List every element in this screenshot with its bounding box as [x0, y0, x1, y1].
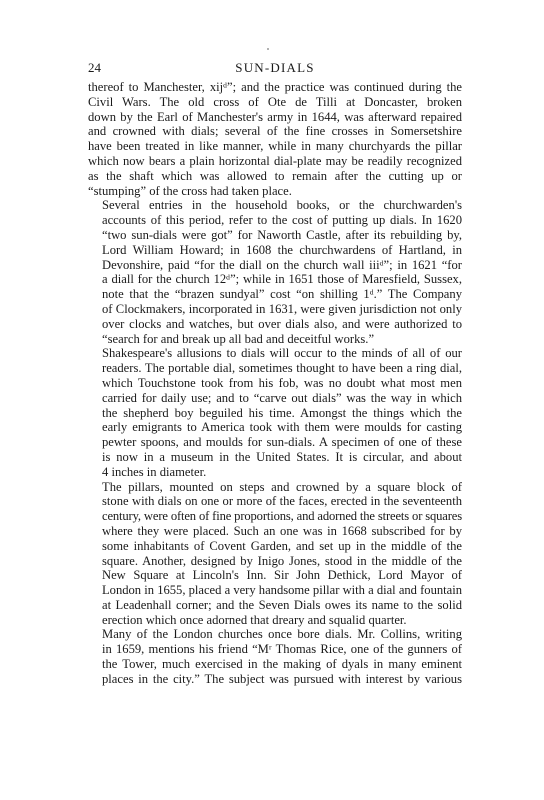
- text-line: Civil Wars. The old cross of Ote de Tilli at Doncaster, broken: [88, 94, 462, 109]
- text-line: where they were placed. Such an one was in 1668 subscribed for by: [102, 523, 462, 538]
- text-line: note that the “brazen sundyal” cost “on shilling 1ᵈ.” The Company: [102, 287, 462, 302]
- text-line: down by the Earl of Manchester's army in 1644, was afterward repaired: [88, 109, 462, 124]
- paragraph: [88, 480, 462, 628]
- text-line: places in the city.” The subject was pursued with interest by various: [102, 671, 462, 686]
- paragraph: [88, 198, 462, 346]
- page-header: [88, 60, 462, 78]
- text-line: 4 inches in diameter.: [102, 464, 207, 479]
- text-line: over clocks and watches, but over dials also, and were authorized to: [102, 316, 462, 331]
- body-text: [88, 80, 462, 687]
- paragraph: [88, 80, 462, 198]
- text-line: accounts of this period, refer to the cost of putting up dials. In 1620: [102, 213, 462, 228]
- text-line: thereof to Manchester, xijᵈ”; and the practice was continued during the: [88, 80, 462, 94]
- text-line: square. Another, designed by Inigo Jones, stood in the middle of the: [102, 553, 462, 568]
- text-line: stone with dials on one or more of the faces, erected in the seventeenth: [102, 494, 462, 509]
- page-number: 24: [88, 60, 101, 75]
- text-line: “search for and break up all bad and deceitful works.”: [102, 331, 375, 346]
- text-line: “stumping” of the cross had taken place.: [88, 183, 292, 198]
- text-line: which Touchstone took from his fob, was no doubt what most men: [102, 375, 462, 390]
- text-line: Lord William Howard; in 1608 the churchwardens of Hartland, in: [102, 242, 462, 257]
- text-line: erection which once adorned that dreary and squalid quarter.: [102, 612, 407, 627]
- text-line: and crowned with dials; several of the fine crosses in Somersetshire: [88, 124, 462, 139]
- text-line: have been treated in like manner, while in many churchyards the pillar: [88, 139, 462, 154]
- running-title: SUN-DIALS: [235, 60, 315, 75]
- text-line: Devonshire, paid “for the diall on the church wall iiiᵈ”; in 1621 “for: [102, 257, 462, 272]
- text-line: of Clockmakers, incorporated in 1631, were given jurisdiction not only: [102, 301, 462, 316]
- text-line: some inhabitants of Covent Garden, and set up in the middle of the: [102, 538, 462, 553]
- paragraph: [88, 346, 462, 479]
- text-line: The pillars, mounted on steps and crowned by a square block of: [102, 479, 462, 494]
- text-line: pewter spoons, and moulds for sun-dials. A specimen of one of these: [102, 435, 462, 450]
- text-line: which now bears a plain horizontal dial-plate may be readily recognized: [88, 153, 462, 168]
- text-line: in 1659, mentions his friend “Mʳ Thomas Rice, one of the gunners of: [102, 642, 462, 657]
- text-line: a diall for the church 12ᵈ”; while in 1651 those of Maresfield, Sussex,: [102, 272, 462, 287]
- text-line: “two sun-dials were got” for Naworth Castle, after its rebuilding by,: [102, 227, 462, 242]
- text-line: Shakespeare's allusions to dials will occur to the minds of all of our: [102, 346, 462, 361]
- text-line: readers. The portable dial, sometimes thought to have been a ring dial,: [102, 361, 462, 376]
- text-line: Many of the London churches once bore dials. Mr. Collins, writing: [102, 627, 462, 642]
- text-line: at Leadenhall corner; and the Seven Dials owes its name to the solid: [102, 597, 462, 612]
- text-line: carried for daily use; and to “carve out dials” was the way in which: [102, 390, 462, 405]
- text-line: New Square at Lincoln's Inn. Sir John Dethick, Lord Mayor of: [102, 568, 462, 583]
- text-line: the shepherd boy beguiled his time. Amongst the things which the: [102, 405, 462, 420]
- text-line: century, were often of fine proportions, and adorned the streets or squares: [102, 509, 462, 524]
- text-line: London in 1655, placed a very handsome pillar with a dial and fountain: [102, 583, 462, 598]
- text-line: as the shaft which was allowed to remain after the cutting up or: [88, 168, 462, 183]
- paragraph: [88, 627, 462, 686]
- text-line: early emigrants to America took with them were moulds for casting: [102, 420, 462, 435]
- text-line: Several entries in the household books, or the churchwarden's: [102, 198, 462, 213]
- text-line: the Tower, much exercised in the making of dyals in many eminent: [102, 657, 462, 672]
- page-speck: [267, 48, 269, 50]
- text-line: is now in a museum in the United States. It is circular, and about: [102, 449, 462, 464]
